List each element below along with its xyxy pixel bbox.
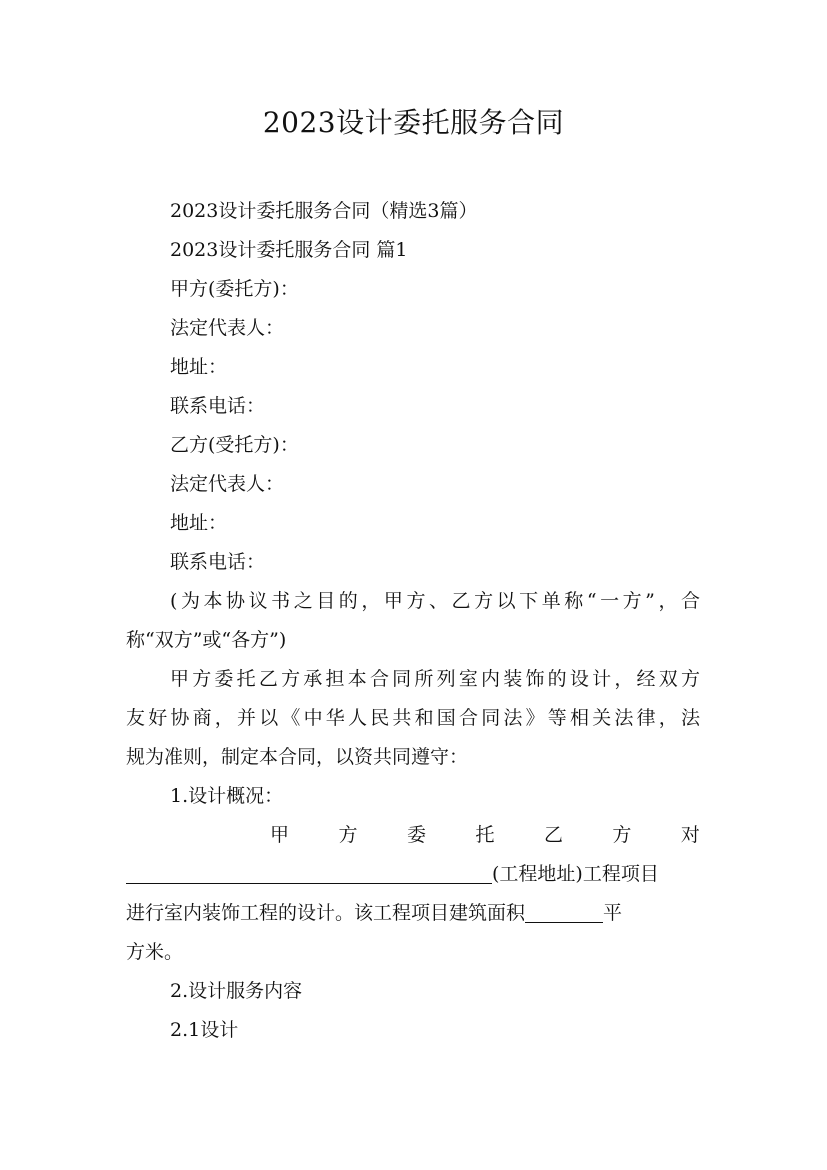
section-1-line-3 xyxy=(126,894,700,933)
party-a-rep: 法定代表人： xyxy=(170,317,285,339)
party-b-label: 乙方(受托方)： xyxy=(170,434,299,456)
intro-line-3: 规为准则，制定本合同，以资共同遵守： xyxy=(126,746,469,768)
spread-char: 托 xyxy=(475,824,495,846)
area-suffix: 平 xyxy=(603,902,623,924)
address-blank xyxy=(126,861,492,884)
party-b-phone: 联系电话： xyxy=(170,551,266,573)
note-line-1: (为本协议书之目的，甲方、乙方以下单称“一方”，合 xyxy=(170,590,700,612)
document-title: 2023设计委托服务合同 xyxy=(262,106,565,139)
section-2-1-heading: 2.1设计 xyxy=(170,1019,239,1041)
section-heading: 2023设计委托服务合同 篇1 xyxy=(170,239,408,261)
party-b-rep: 法定代表人： xyxy=(170,473,285,495)
section-2-heading: 2.设计服务内容 xyxy=(170,980,303,1002)
area-blank xyxy=(525,900,603,923)
spread-char: 委 xyxy=(406,824,426,846)
intro-line-2: 友好协商，并以《中华人民共和国合同法》等相关法律，法 xyxy=(126,707,700,729)
subtitle: 2023设计委托服务合同（精选3篇） xyxy=(170,200,478,222)
section-1-line-4: 方米。 xyxy=(126,941,184,963)
spread-char: 对 xyxy=(680,824,700,846)
address-suffix: (工程地址)工程项目 xyxy=(492,863,659,885)
spread-char: 方 xyxy=(612,824,632,846)
party-a-phone: 联系电话： xyxy=(170,395,266,417)
section-1-heading: 1.设计概况： xyxy=(170,785,284,807)
note-line-2: 称“双方”或“各方”) xyxy=(126,629,287,651)
section-1-spread-line xyxy=(126,816,700,855)
party-b-address: 地址： xyxy=(170,512,228,534)
spread-char: 乙 xyxy=(543,824,563,846)
intro-line-1: 甲方委托乙方承担本合同所列室内装饰的设计，经双方 xyxy=(170,668,700,690)
spread-char: 甲 xyxy=(270,824,290,846)
area-prefix: 进行室内装饰工程的设计。该工程项目建筑面积 xyxy=(126,902,526,924)
document-body xyxy=(126,192,700,1050)
spread-char: 方 xyxy=(338,824,358,846)
party-a-label: 甲方(委托方)： xyxy=(170,278,299,300)
party-a-address: 地址： xyxy=(170,356,228,378)
section-1-line-2 xyxy=(126,855,700,894)
